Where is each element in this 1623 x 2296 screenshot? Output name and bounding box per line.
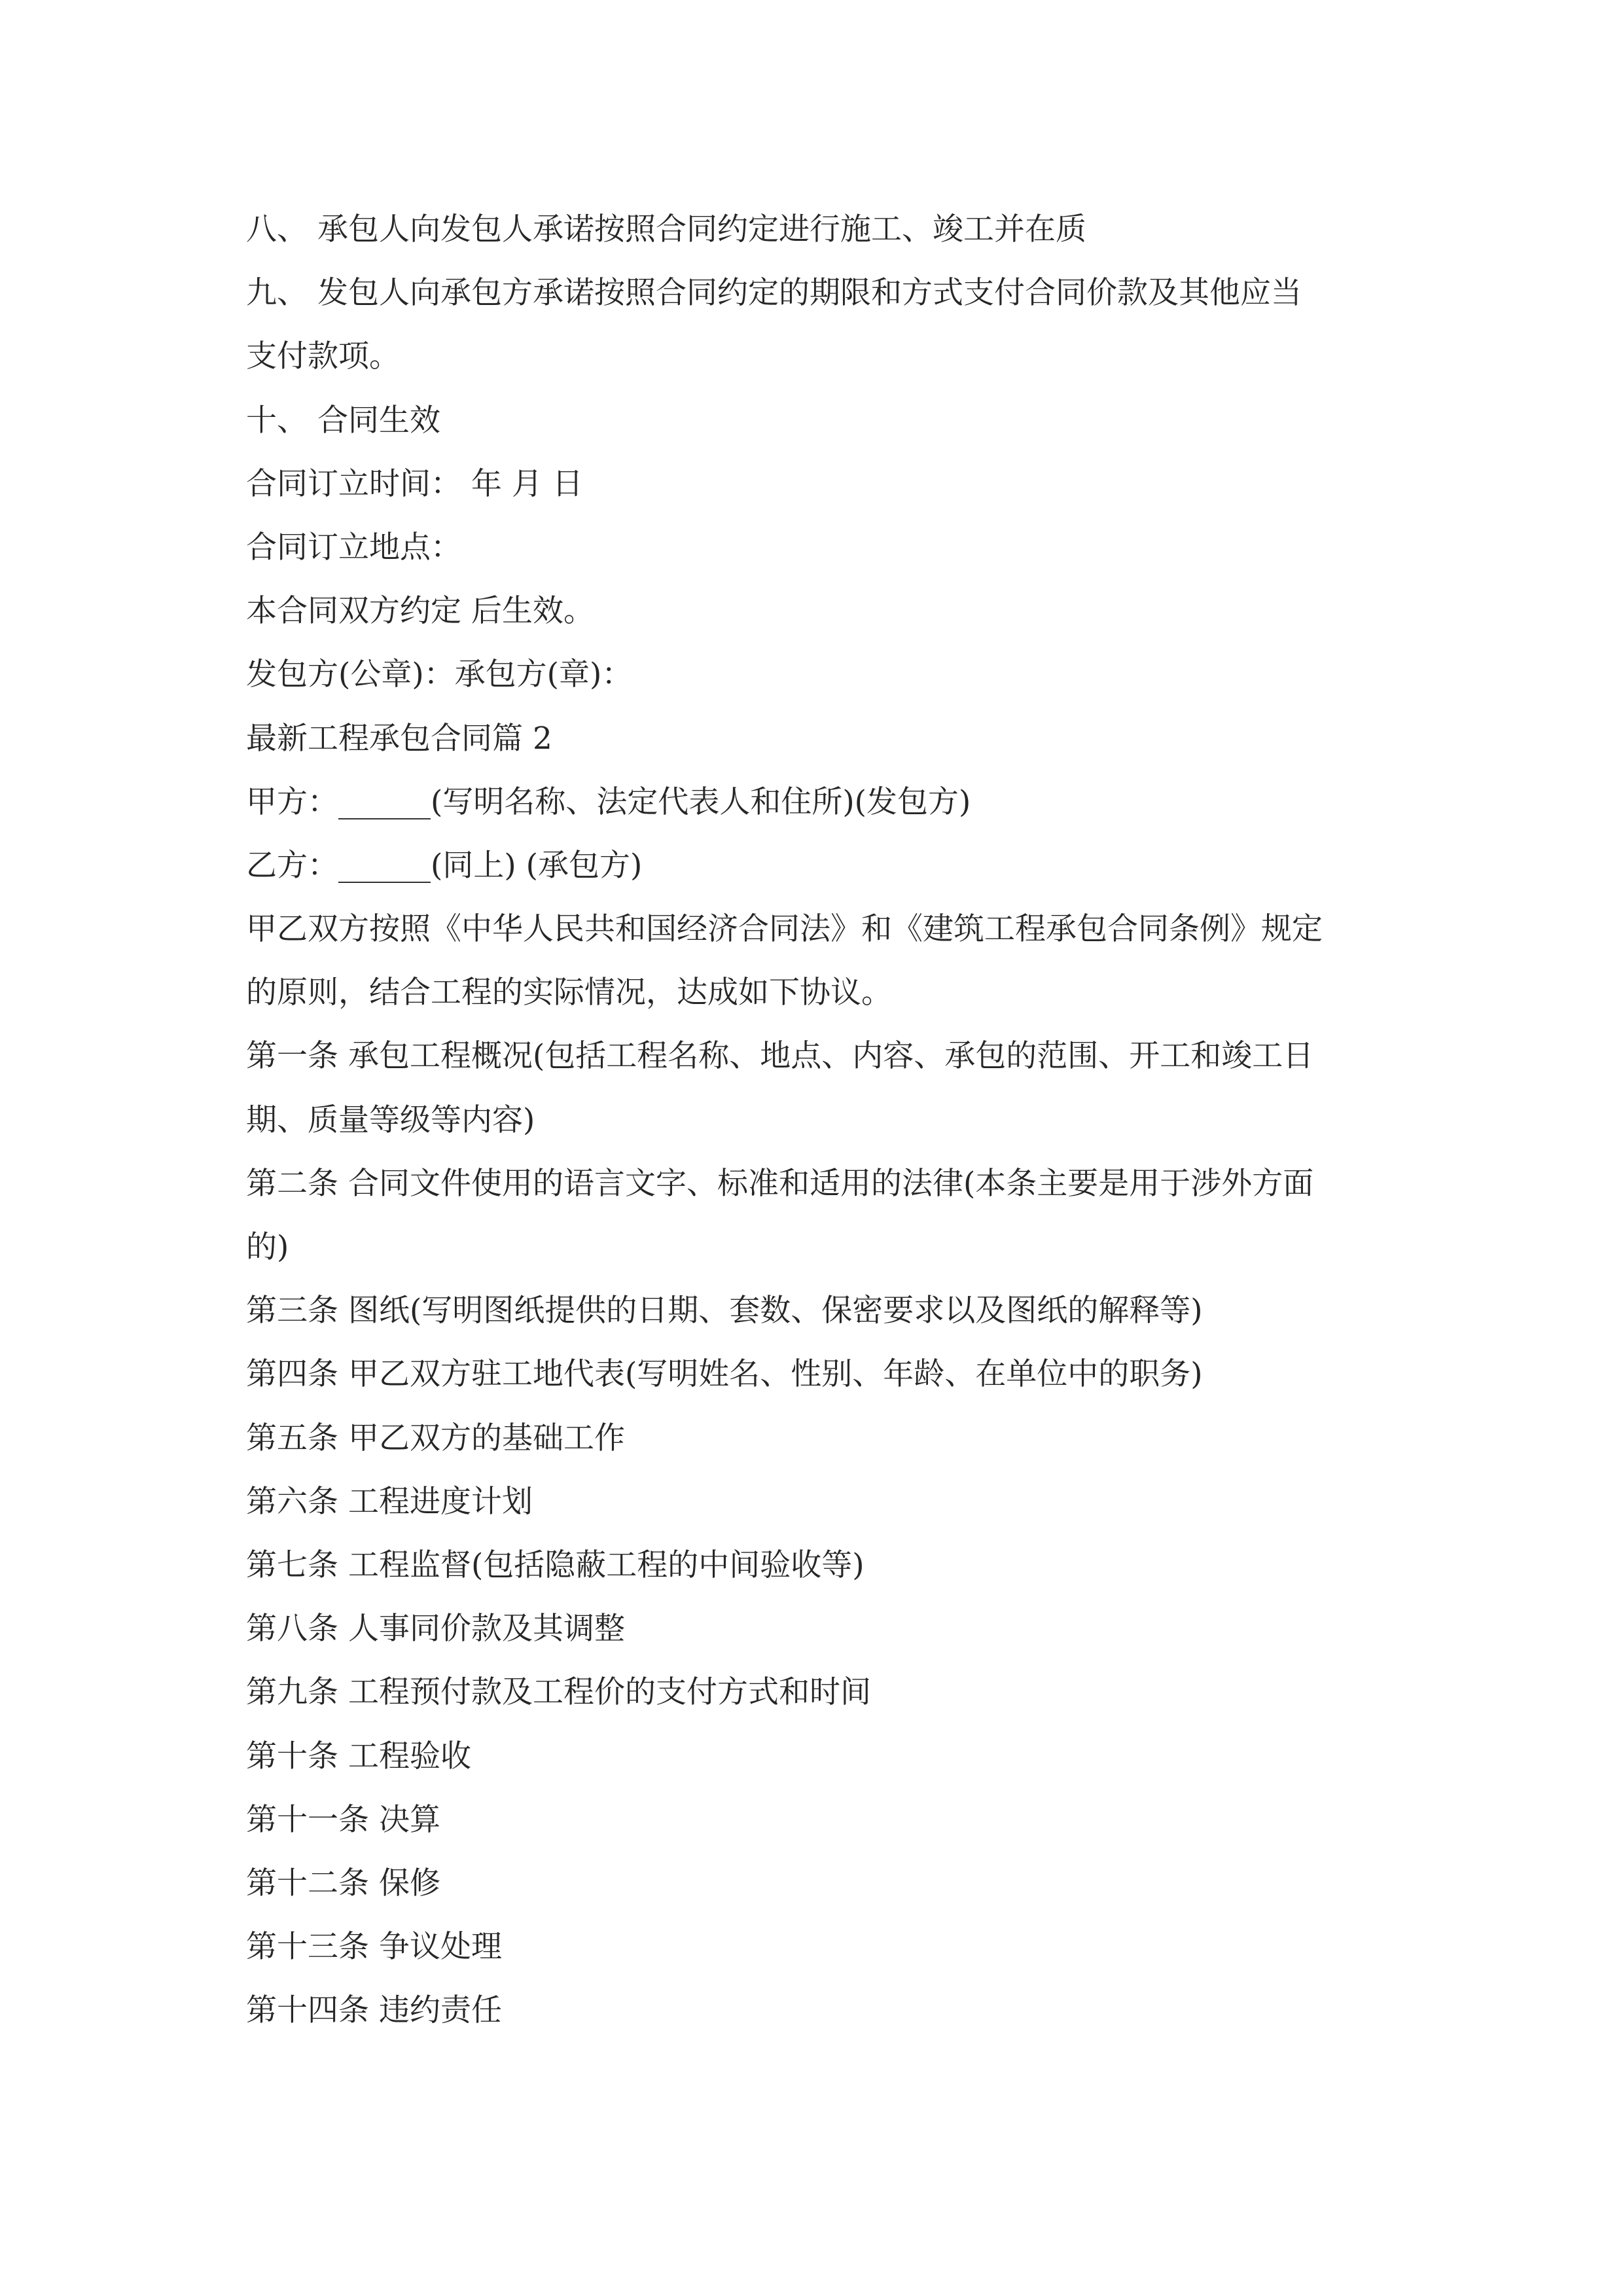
article-9: 第九条 工程预付款及工程价的支付方式和时间: [246, 1674, 871, 1711]
clause-eight: 八、 承包人向发包人承诺按照合同约定进行施工、竣工并在质: [246, 211, 1086, 247]
article-2-continued: 的): [246, 1229, 289, 1265]
article-1: 第一条 承包工程概况(包括工程名称、地点、内容、承包的范围、开工和竣工日: [246, 1038, 1314, 1075]
document-body: [246, 198, 1385, 2042]
party-a: 甲方：______(写明名称、法定代表人和住所)(发包方): [246, 783, 971, 820]
signature-line: 发包方(公章)：承包方(章)：: [246, 656, 633, 693]
preamble: 甲乙双方按照《中华人民共和国经济合同法》和《建筑工程承包合同条例》规定: [246, 911, 1323, 948]
preamble-continued: 的原则，结合工程的实际情况，达成如下协议。: [246, 975, 892, 1011]
clause-nine-continued: 支付款项。: [246, 338, 400, 375]
article-5: 第五条 甲乙双方的基础工作: [246, 1420, 625, 1456]
article-1-continued: 期、质量等级等内容): [246, 1102, 535, 1138]
clause-nine: 九、 发包人向承包方承诺按照合同约定的期限和方式支付合同价款及其他应当: [246, 275, 1302, 312]
article-2: 第二条 合同文件使用的语言文字、标准和适用的法律(本条主要是用于涉外方面: [246, 1165, 1314, 1202]
article-4: 第四条 甲乙双方驻工地代表(写明姓名、性别、年龄、在单位中的职务): [246, 1356, 1203, 1393]
article-14: 第十四条 违约责任: [246, 1992, 502, 2029]
section-title: 最新工程承包合同篇 2: [246, 720, 552, 757]
article-7: 第七条 工程监督(包括隐蔽工程的中间验收等): [246, 1547, 865, 1583]
article-13: 第十三条 争议处理: [246, 1929, 502, 1965]
article-8: 第八条 人事同价款及其调整: [246, 1611, 625, 1647]
contract-date: 合同订立时间： 年 月 日: [246, 465, 583, 502]
contract-place: 合同订立地点：: [246, 529, 461, 565]
article-12: 第十二条 保修: [246, 1865, 440, 1901]
party-b: 乙方：______(同上) (承包方): [246, 847, 643, 884]
article-6: 第六条 工程进度计划: [246, 1483, 533, 1520]
article-10: 第十条 工程验收: [246, 1738, 471, 1774]
article-3: 第三条 图纸(写明图纸提供的日期、套数、保密要求以及图纸的解释等): [246, 1293, 1203, 1329]
article-11: 第十一条 决算: [246, 1801, 440, 1838]
clause-ten: 十、 合同生效: [246, 402, 440, 439]
contract-effective: 本合同双方约定 后生效。: [246, 593, 594, 630]
